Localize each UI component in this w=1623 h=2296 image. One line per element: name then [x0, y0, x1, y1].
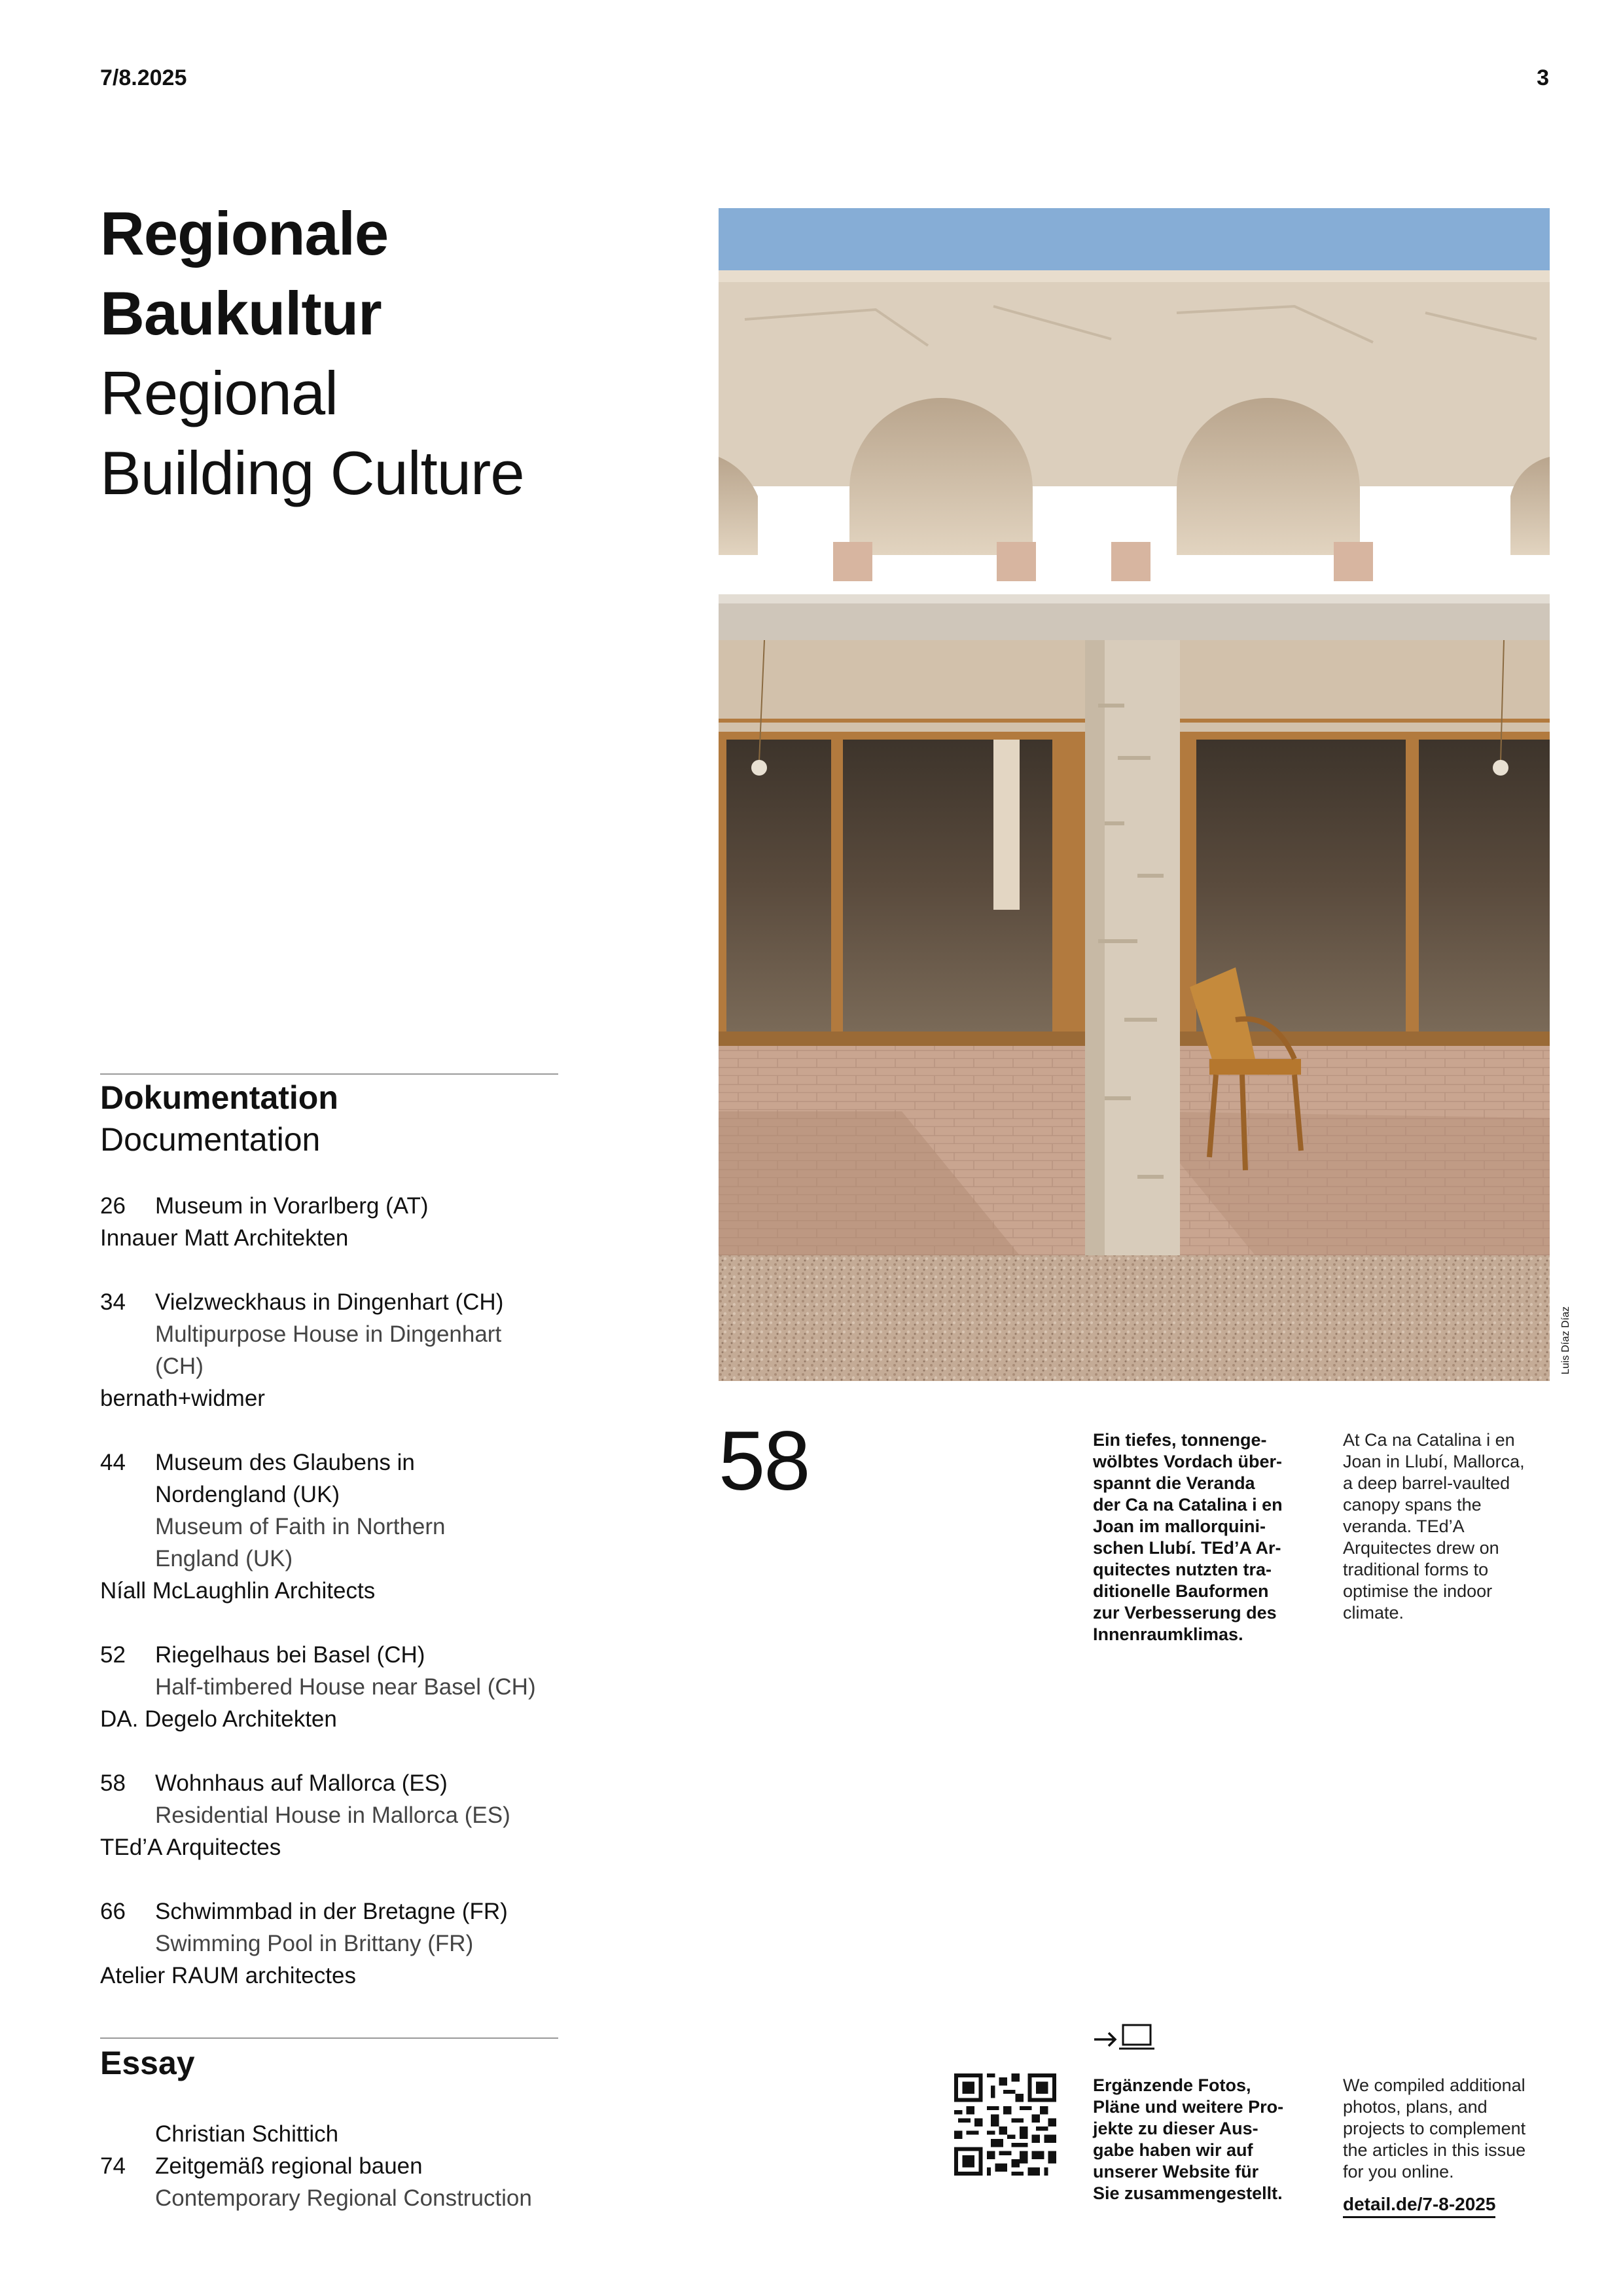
essay-entry[interactable]	[100, 2118, 597, 2214]
veranda-illustration	[719, 208, 1550, 1381]
feature-caption-de	[1093, 1429, 1309, 1645]
caption-line: canopy spans the	[1343, 1495, 1482, 1515]
caption-line: traditional forms to	[1343, 1560, 1489, 1579]
toc-architect: Innauer Matt Architekten	[100, 1225, 349, 1251]
toc-page: 58	[100, 1770, 126, 1796]
toc-page: 66	[100, 1899, 126, 1924]
caption-line: Joan in Llubí, Mallorca,	[1343, 1452, 1525, 1471]
page-title-de	[100, 194, 388, 353]
toc-architect: Atelier RAUM architectes	[100, 1963, 356, 1988]
caption-line: Ein tiefes, tonnenge-	[1093, 1430, 1267, 1450]
toc-page: 26	[100, 1193, 126, 1219]
online-line: Sie zusammengestellt.	[1093, 2183, 1283, 2203]
caption-line: quitectes nutzten tra-	[1093, 1560, 1272, 1579]
toc-item[interactable]	[100, 1639, 597, 1735]
essay-title-en: Contemporary Regional Construction	[155, 2185, 532, 2211]
toc-title-de: Nordengland (UK)	[155, 1482, 340, 1507]
toc-title-en: (CH)	[155, 1354, 204, 1379]
feature-page-number: 58	[719, 1414, 810, 1508]
section-divider	[100, 2037, 558, 2039]
page-number: 3	[1537, 65, 1549, 90]
documentation-heading	[100, 1077, 338, 1160]
toc-title-en: Museum of Faith in Northern	[155, 1514, 446, 1539]
feature-caption-en	[1343, 1429, 1559, 1624]
caption-line: zur Verbesserung des	[1093, 1603, 1277, 1623]
caption-line: schen Llubí. TEd’A Ar-	[1093, 1538, 1281, 1558]
toc-item[interactable]	[100, 1286, 597, 1414]
toc-title-de: Wohnhaus auf Mallorca (ES)	[155, 1770, 448, 1796]
caption-line: Innenraumklimas.	[1093, 1624, 1243, 1644]
toc-title-en: Multipurpose House in Dingenhart	[155, 1321, 502, 1347]
title-en-line: Building Culture	[100, 439, 524, 507]
photo-credit: Luis Díaz Díaz	[1560, 1306, 1571, 1374]
caption-line: spannt die Veranda	[1093, 1473, 1255, 1493]
website-link[interactable]: detail.de/7-8-2025	[1343, 2194, 1495, 2218]
documentation-heading-en: Documentation	[100, 1121, 321, 1158]
toc-title-en: Half-timbered House near Basel (CH)	[155, 1674, 536, 1700]
caption-line: a deep barrel-vaulted	[1343, 1473, 1510, 1493]
caption-line: Arquitectes drew on	[1343, 1538, 1499, 1558]
toc-title-de: Schwimmbad in der Bretagne (FR)	[155, 1899, 508, 1924]
essay-heading: Essay	[100, 2045, 195, 2081]
table-of-contents	[100, 1190, 597, 2024]
arrow-to-screen-icon	[1093, 2021, 1158, 2054]
title-en-line: Regional	[100, 359, 338, 427]
toc-title-en: Swimming Pool in Brittany (FR)	[155, 1931, 474, 1956]
online-text-en	[1343, 2075, 1559, 2183]
caption-line: optimise the indoor	[1343, 1581, 1493, 1601]
online-line: gabe haben wir auf	[1093, 2140, 1253, 2160]
online-line: We compiled additional	[1343, 2075, 1525, 2095]
documentation-heading-de: Dokumentation	[100, 1079, 338, 1116]
essay-title-de: Zeitgemäß regional bauen	[155, 2153, 423, 2179]
online-line: Pläne und weitere Pro-	[1093, 2097, 1284, 2117]
page-title-en	[100, 353, 524, 513]
toc-architect: Níall McLaughlin Architects	[100, 1578, 376, 1604]
caption-line: ditionelle Bauformen	[1093, 1581, 1269, 1601]
toc-page: 52	[100, 1642, 126, 1668]
toc-architect: TEd’A Arquitectes	[100, 1835, 281, 1860]
section-divider	[100, 1073, 558, 1075]
online-line: photos, plans, and	[1343, 2097, 1488, 2117]
feature-photo	[719, 208, 1550, 1381]
online-line: for you online.	[1343, 2162, 1454, 2181]
title-de-line: Regionale	[100, 199, 389, 268]
toc-page: 44	[100, 1450, 126, 1475]
toc-item[interactable]	[100, 1446, 597, 1607]
online-text-de	[1093, 2075, 1309, 2204]
issue-date: 7/8.2025	[100, 65, 187, 90]
toc-page: 34	[100, 1289, 126, 1315]
toc-title-de: Museum des Glaubens in	[155, 1450, 415, 1475]
caption-line: wölbtes Vordach über-	[1093, 1452, 1283, 1471]
toc-title-en: Residential House in Mallorca (ES)	[155, 1803, 510, 1828]
online-line: unserer Website für	[1093, 2162, 1259, 2181]
online-line: the articles in this issue	[1343, 2140, 1526, 2160]
caption-line: At Ca na Catalina i en	[1343, 1430, 1515, 1450]
toc-title-de: Riegelhaus bei Basel (CH)	[155, 1642, 425, 1668]
caption-line: der Ca na Catalina i en	[1093, 1495, 1283, 1515]
toc-architect: bernath+widmer	[100, 1386, 265, 1411]
toc-title-de: Vielzweckhaus in Dingenhart (CH)	[155, 1289, 504, 1315]
caption-line: veranda. TEd’A	[1343, 1516, 1465, 1536]
toc-item[interactable]	[100, 1895, 597, 1992]
caption-line: climate.	[1343, 1603, 1404, 1623]
title-de-line: Baukultur	[100, 279, 382, 348]
online-line: jekte zu dieser Aus-	[1093, 2119, 1258, 2138]
toc-title-en: England (UK)	[155, 1546, 293, 1571]
toc-title-de: Museum in Vorarlberg (AT)	[155, 1193, 429, 1219]
qr-code[interactable]	[954, 2073, 1056, 2176]
toc-item[interactable]	[100, 1190, 597, 1254]
caption-line: Joan im mallorquini-	[1093, 1516, 1266, 1536]
essay-author: Christian Schittich	[155, 2121, 339, 2147]
online-line: Ergänzende Fotos,	[1093, 2075, 1251, 2095]
essay-page: 74	[100, 2153, 126, 2179]
toc-item[interactable]	[100, 1767, 597, 1863]
online-line: projects to complement	[1343, 2119, 1526, 2138]
toc-architect: DA. Degelo Architekten	[100, 1706, 337, 1732]
